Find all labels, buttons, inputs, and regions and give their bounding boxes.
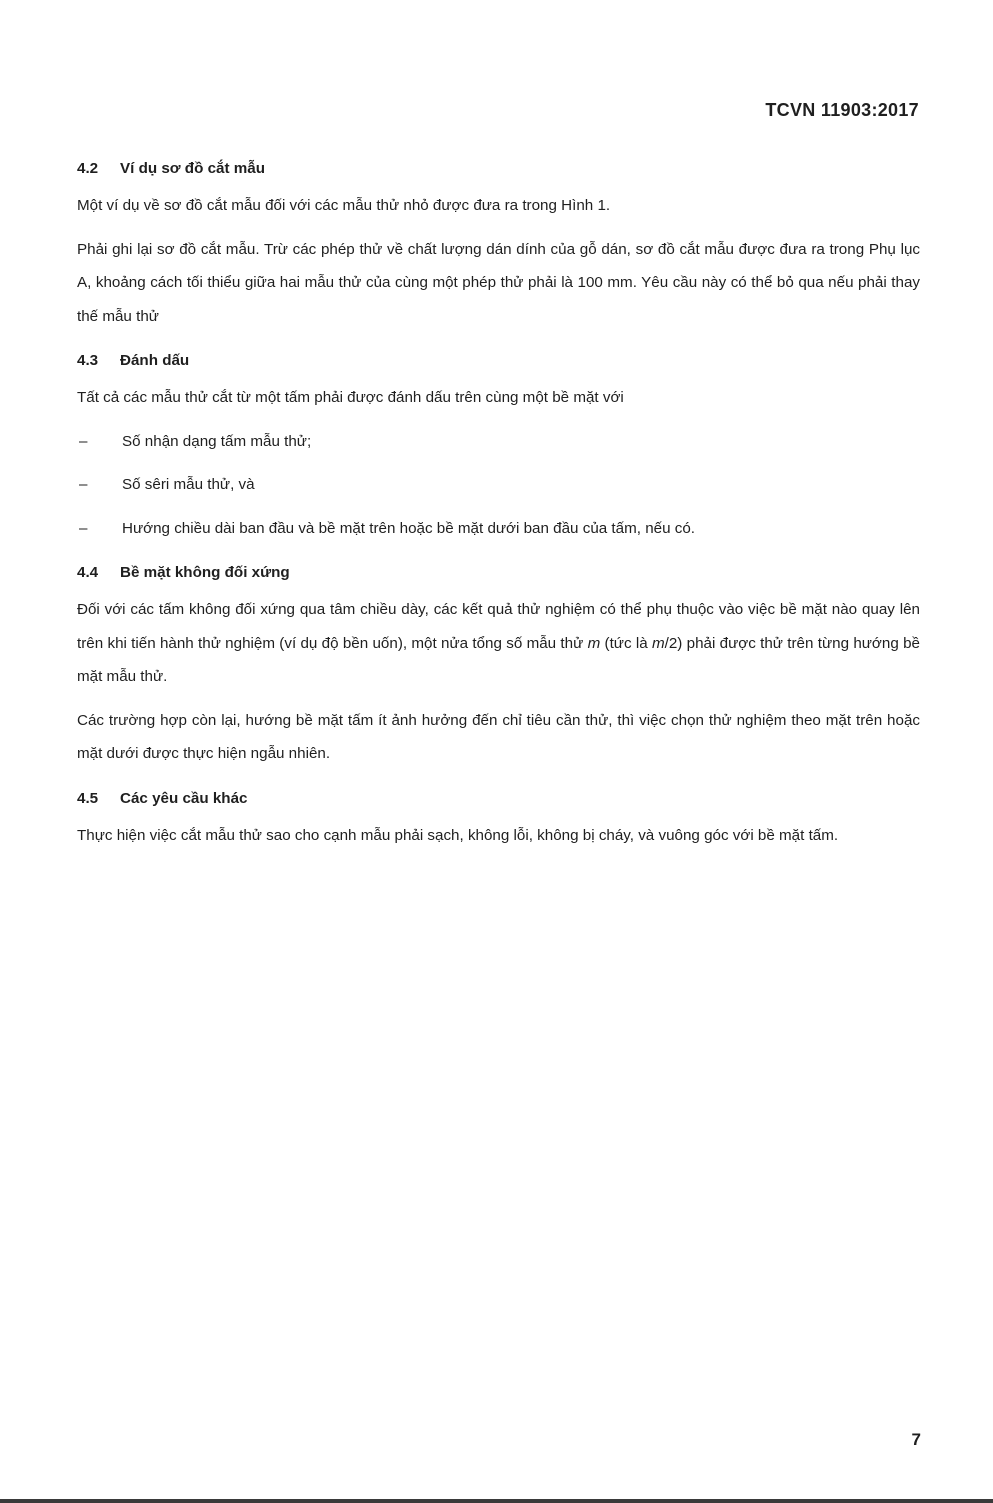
- list-item-text: Số nhận dạng tấm mẫu thử;: [122, 432, 312, 450]
- list-item-text: Số sêri mẫu thử, và: [122, 476, 255, 493]
- section-heading: [77, 155, 920, 183]
- section-heading: [77, 347, 920, 375]
- section-number: 4.3: [77, 352, 99, 369]
- dash-marker: –: [79, 432, 88, 450]
- section-number: 4.5: [77, 789, 99, 807]
- dash-marker: –: [79, 476, 88, 493]
- section-4-3: [77, 347, 920, 545]
- section-4-2: [77, 155, 920, 333]
- section-4-5: [77, 785, 920, 853]
- section-number: 4.2: [77, 160, 99, 177]
- section-heading: [77, 785, 920, 813]
- section-title: Ví dụ sơ đồ cắt mẫu: [120, 160, 265, 177]
- paragraph: Các trường hợp còn lại, hướng bề mặt tấm ít ảnh hưởng đến chỉ tiêu cần thử, thì việc chọn thử nghiệm theo mặt trên hoặc mặt dưới được thực hiện ngẫu nhiên.: [77, 711, 920, 762]
- list-item: [77, 468, 920, 502]
- paragraph: Phải ghi lại sơ đồ cắt mẫu. Trừ các phép thử về chất lượng dán dính của gỗ dán, sơ đồ cắt mẫu được đưa ra trong Phụ lục A, khoảng cách tối thiểu giữa hai mẫu thử của cùng một phép thử phải là 100 mm. Yêu cầu này có thể bỏ qua nếu phải thay thế mẫu thử: [77, 240, 920, 325]
- section-title: Các yêu cầu khác: [120, 789, 248, 807]
- paragraph: Một ví dụ về sơ đồ cắt mẫu đối với các mẫu thử nhỏ được đưa ra trong Hình 1.: [77, 197, 611, 214]
- section-title: Bề mặt không đối xứng: [120, 564, 290, 581]
- section-heading: [77, 559, 920, 587]
- paragraph: Tất cả các mẫu thử cắt từ một tấm phải được đánh dấu trên cùng một bề mặt với: [77, 389, 624, 406]
- section-4-4: [77, 559, 920, 771]
- page-number: 7: [911, 1430, 921, 1449]
- section-number: 4.4: [77, 564, 99, 581]
- paragraph: [77, 593, 920, 694]
- section-title: Đánh dấu: [120, 352, 190, 369]
- list-item-text: Hướng chiều dài ban đầu và bề mặt trên hoặc bề mặt dưới ban đầu của tấm, nếu có.: [122, 519, 696, 537]
- variable-m: m: [651, 634, 665, 652]
- bottom-rule: [0, 1499, 993, 1503]
- list-item: [77, 512, 920, 546]
- standard-code: TCVN 11903:2017: [765, 100, 919, 120]
- paragraph: Thực hiện việc cắt mẫu thử sao cho cạnh mẫu phải sạch, không lỗi, không bị cháy, và vuông góc với bề mặt tấm.: [77, 826, 839, 844]
- variable-m: m: [587, 634, 601, 652]
- dash-marker: –: [79, 519, 88, 537]
- text-run: /2) phải được thử trên từng hướng bề mặt mẫu thử.: [77, 634, 920, 685]
- text-run: (tức là: [600, 634, 652, 652]
- list-item: [77, 425, 920, 459]
- document-body: [77, 155, 920, 866]
- bullet-list: [77, 425, 920, 546]
- text-run: Đối với các tấm không đối xứng qua tâm chiều dày, các kết quả thử nghiệm có thể phụ thuộc vào việc bề mặt nào quay lên trên khi tiến hành thử nghiệm (ví dụ độ bền uốn), một nửa tổng số mẫu thử: [77, 601, 920, 652]
